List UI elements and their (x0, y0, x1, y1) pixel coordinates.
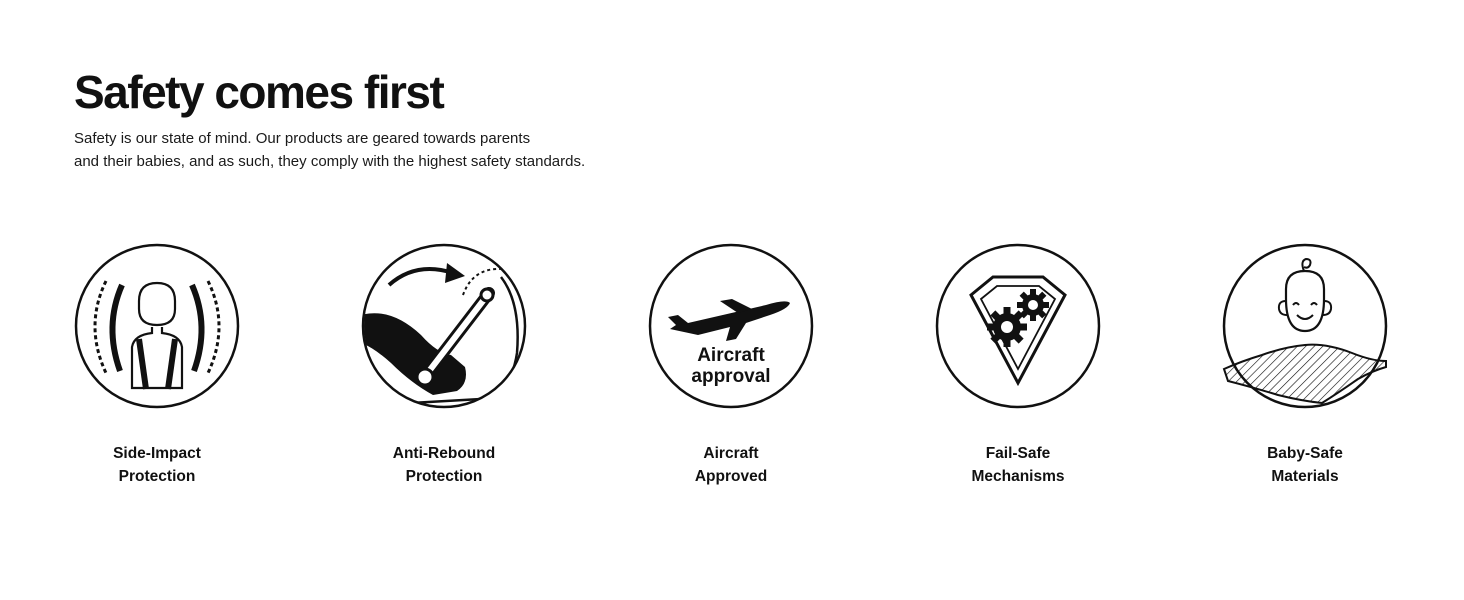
badge-text-line-2: approval (691, 366, 771, 387)
feature-label: Fail-Safe Mechanisms (971, 445, 1065, 485)
page-description (74, 127, 714, 173)
description-line-1: Safety is our state of mind. Our products are geared towards parents (74, 130, 531, 147)
feature-aircraft (636, 243, 826, 488)
badge-text-line-1: Aircraft (697, 345, 765, 366)
feature-label: Anti-Rebound Protection (392, 445, 496, 485)
feature-label: Side-Impact Protection (113, 445, 201, 485)
description-line-2: and their babies, and as such, they comply with the highest safety standards. (74, 153, 586, 170)
anti-rebound-icon (361, 243, 527, 409)
feature-side-impact (62, 243, 252, 488)
airplane-icon (648, 243, 814, 409)
baby-blanket-icon (1222, 243, 1388, 409)
page-title: Safety comes first (74, 66, 444, 118)
feature-label: Baby-Safe Materials (1267, 445, 1343, 485)
feature-fail-safe (923, 243, 1113, 488)
side-impact-icon (74, 243, 240, 409)
feature-anti-rebound (349, 243, 539, 488)
feature-label: Aircraft Approved (694, 445, 768, 485)
gear-shield-icon (935, 243, 1101, 409)
feature-baby-safe (1210, 243, 1400, 488)
